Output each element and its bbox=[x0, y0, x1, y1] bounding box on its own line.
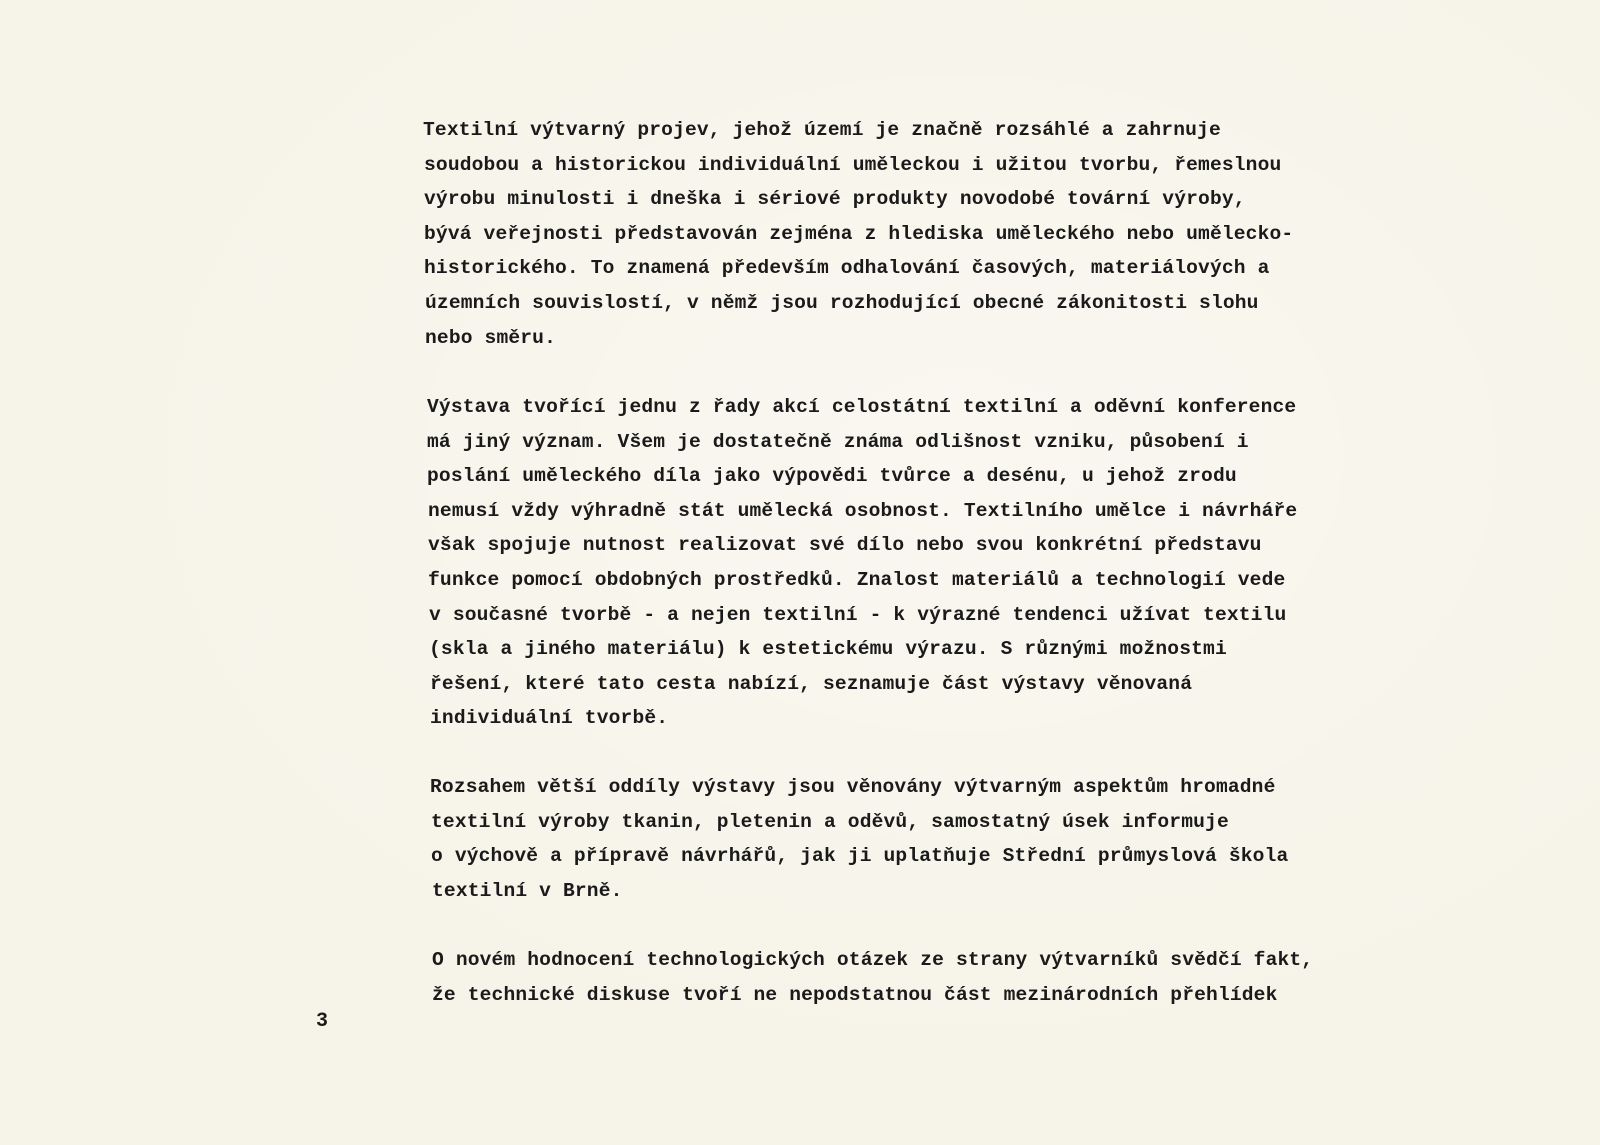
text-line: Výstava tvořící jednu z řady akcí celostátní textilní a oděvní konference bbox=[427, 396, 1297, 418]
text-line: však spojuje nutnost realizovat své dílo nebo svou konkrétní představu bbox=[428, 534, 1262, 557]
text-line: že technické diskuse tvoří ne nepodstatnou část mezinárodních přehlídek bbox=[432, 983, 1278, 1006]
text-line: funkce pomocí obdobných prostředků. Znalost materiálů a technologií vede bbox=[428, 568, 1286, 591]
text-line: Textilní výtvarný projev, jehož území je značně rozsáhlé a zahrnuje bbox=[423, 119, 1221, 141]
text-line: o výchově a přípravě návrhářů, jak ji uplatňuje Střední průmyslová škola bbox=[431, 845, 1289, 868]
paragraph-4 bbox=[430, 943, 1510, 1012]
paragraph-3 bbox=[430, 770, 1510, 908]
text-line: řešení, které tato cesta nabízí, seznamuje část výstavy věnovaná bbox=[430, 672, 1193, 695]
text-line: O novém hodnocení technologických otázek ze strany výtvarníků svědčí fakt, bbox=[432, 949, 1314, 971]
text-line: individuální tvorbě. bbox=[430, 707, 669, 730]
text-line: Rozsahem větší oddíly výstavy jsou věnovány výtvarným aspektům hromadné bbox=[430, 776, 1276, 798]
text-line: textilní v Brně. bbox=[432, 879, 623, 902]
text-line: textilní výroby tkanin, pletenin a oděvů, samostatný úsek informuje bbox=[431, 810, 1229, 833]
text-line: nebo směru. bbox=[425, 326, 556, 349]
text-line: územních souvislostí, v němž jsou rozhodující obecné zákonitosti slohu bbox=[425, 291, 1259, 314]
text-line: poslání uměleckého díla jako výpovědi tvůrce a desénu, u jehož zrodu bbox=[427, 465, 1237, 488]
paragraph-2 bbox=[427, 390, 1510, 736]
text-line: soudobou a historickou individuální uměleckou i užitou tvorbu, řemeslnou bbox=[424, 153, 1282, 176]
page-number: 3 bbox=[316, 1010, 329, 1033]
paragraph-1 bbox=[423, 113, 1510, 355]
text-line: nemusí vždy výhradně stát umělecká osobnost. Textilního umělce i návrháře bbox=[428, 499, 1298, 522]
text-line: v současné tvorbě - a nejen textilní - k výrazné tendenci užívat textilu bbox=[429, 603, 1287, 626]
text-line: (skla a jiného materiálu) k estetickému výrazu. S různými možnostmi bbox=[429, 638, 1227, 661]
text-line: bývá veřejnosti představován zejména z hlediska uměleckého nebo umělecko- bbox=[424, 222, 1294, 245]
text-line: výrobu minulosti i dneška i sériové produkty novodobé tovární výroby, bbox=[424, 188, 1246, 211]
text-line: historického. To znamená především odhalování časových, materiálových a bbox=[424, 257, 1270, 280]
text-line: má jiný význam. Všem je dostatečně známa odlišnost vzniku, působení i bbox=[427, 430, 1249, 453]
